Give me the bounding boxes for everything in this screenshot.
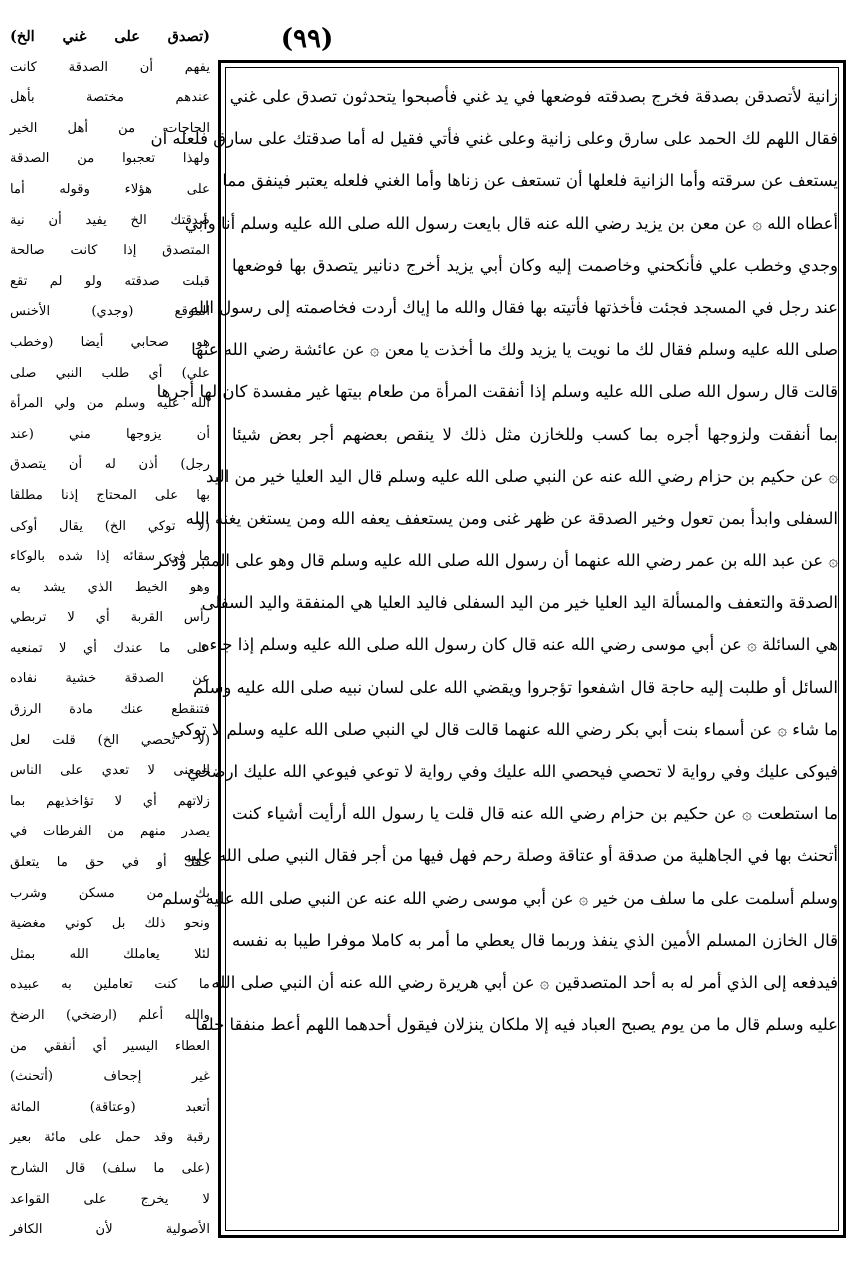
margin-commentary-line: صدقتك الخ يفيد أن نية	[10, 212, 210, 228]
main-text-line: ۞ عن حكيم بن حزام رضي الله عنه عن النبي صلى الله عليه وسلم قال اليد العليا خير من اليد	[206, 466, 838, 486]
margin-commentary-line: بك من مسكن وشرب	[10, 885, 210, 901]
margin-commentary-line: الأصولية لأن الكافر	[10, 1222, 210, 1238]
main-text-line: ما شاء ۞ عن أسماء بنت أبي بكر رضي الله عنهما قالت قال لي النبي صلى الله عليه وسلم لا توكي	[171, 719, 838, 739]
main-text-line: السائل أو طلبت إليه حاجة قال اشفعوا تؤجروا ويقضي الله على لسان نبيه صلى الله عليه وسلم	[193, 677, 838, 697]
main-text-line: قال الخازن المسلم الأمين الذي ينفذ وربما قال يعطي ما أمر به كاملا موفرا طيبا به نفسه	[232, 930, 838, 950]
margin-commentary-line: رجل) أذن له أن يتصدق	[10, 457, 210, 473]
main-text-line: بما أنفقت ولزوجها أجره بما كسب وللخازن مثل ذلك لا ينقص بعضهم أجر بعض شيئا	[232, 424, 838, 444]
margin-commentary-line: الله عليه وسلم من ولي المرأة	[10, 396, 210, 412]
margin-commentary-line: قبلت صدقته ولو لم تقع	[10, 273, 210, 289]
main-text-line: وسلم أسلمت على ما سلف من خير ۞ عن أبي موسى رضي الله عنه عن النبي صلى الله عليه وسلم	[162, 888, 838, 908]
margin-commentary-line: وهو الخيط الذي يشد به	[10, 579, 210, 595]
main-text-line: يستعف عن سرقته وأما الزانية فلعلها أن تستعف عن زناها وأما الغني فلعله يعتبر فينفق مما	[222, 171, 838, 191]
margin-commentary-line: علي) أي طلب النبي صلى	[10, 365, 210, 381]
margin-commentary-line: ولهذا تعجبوا من الصدقة	[10, 151, 210, 167]
margin-commentary-line: هو صحابي أيضا (وخطب	[10, 334, 210, 350]
margin-commentary-line: أن يزوجها مني (عند	[10, 426, 210, 442]
main-text-line: فيدفعه إلى الذي أمر له به أحد المتصدقين ۞ عن أبي هريرة رضي الله عنه أن النبي صلى الله	[211, 972, 838, 992]
margin-commentary-line: المعنى لا تعدي على الناس	[10, 763, 210, 779]
main-text-line: فيوكى عليك وفي رواية لا تحصي فيحصي الله عليك وفي رواية لا توعي فيوعي الله عليك ارضخي	[187, 762, 838, 781]
main-text-line: الصدقة والتعفف والمسألة اليد العليا خير من اليد السفلى فاليد العليا هي المنفقة واليد السفلى	[201, 593, 838, 613]
main-text-line: أعطاه الله ۞ عن معن بن يزيد رضي الله عنه قال بايعت رسول الله صلى الله عليه وسلم أنا وأبي	[184, 213, 838, 233]
margin-commentary	[10, 22, 210, 1247]
margin-commentary-line: ونحو ذلك بل كوني مغضية	[10, 916, 210, 932]
margin-commentary-line: يفهم أن الصدقة كانت	[10, 59, 210, 75]
main-text-line: صلى الله عليه وسلم فقال لك ما نويت يا يزيد ولك ما أخذت يا معن ۞ عن عائشة رضي الله عنها	[191, 340, 838, 360]
margin-commentary-line: لا يخرج على القواعد	[10, 1191, 210, 1207]
margin-commentary-line: ما في سقائه إذا شده بالوكاء	[10, 549, 210, 565]
page-number: (٩٩)	[280, 24, 334, 54]
main-text-line: ۞ عن عبد الله بن عمر رضي الله عنهما أن رسول الله صلى الله عليه وسلم قال وهو على المنبر وذكر	[154, 551, 838, 571]
margin-commentary-line: يصدر منهم من الفرطات في	[10, 824, 210, 840]
margin-commentary-line: (لا تحصي الخ) قلت لعل	[10, 732, 210, 748]
margin-commentary-line: فتنقطع عنك مادة الرزق	[10, 702, 210, 718]
margin-commentary-line: زلاتهم أي لا تؤاخذيهم بما	[10, 793, 210, 809]
main-text-line: السفلى وابدأ بمن تعول وخير الصدقة عن ظهر غنى ومن يستعفف يعفه الله ومن يستغن يغنه الله	[185, 508, 838, 528]
main-text-line: ما استطعت ۞ عن حكيم بن حزام رضي الله عنه قال قلت يا رسول الله أرأيت أشياء كنت	[232, 804, 838, 824]
main-text-line: أتحنث بها في الجاهلية من صدقة أو عتاقة وصلة رحم فهل فيها من أجر فقال النبي صلى الله عليه	[183, 846, 838, 866]
margin-commentary-line: بها على المحتاج إذنا مطلقا	[10, 487, 210, 503]
margin-commentary-line: ما كنت تعاملين به عبيده	[10, 977, 210, 993]
main-text-line: فقال اللهم لك الحمد على سارق وعلى زانية وعلى غني فأتي فقيل له أما صدقتك على سارق فلعله أن	[150, 129, 838, 149]
margin-commentary-line: حقك أو في حق ما يتعلق	[10, 855, 210, 871]
main-text-line: عليه وسلم قال ما من يوم يصبح العباد فيه إلا ملكان ينزلان فيقول أحدهما اللهم أعط منفقا خلفا	[195, 1015, 838, 1035]
margin-commentary-line: غير إجحاف (أتحنث)	[10, 1069, 210, 1085]
margin-commentary-line: رأس القربة أي لا تربطي	[10, 610, 210, 626]
margin-commentary-line: على هؤلاء وقوله أما	[10, 181, 210, 197]
margin-commentary-line: عندهم مختصة بأهل	[10, 90, 210, 106]
margin-commentary-line: الحاجات من أهل الخير	[10, 120, 210, 136]
margin-commentary-line: لئلا يعاملك الله بمثل	[10, 946, 210, 962]
margin-commentary-line: عن الصدقة خشية نفاده	[10, 671, 210, 687]
main-text-line: وجدي وخطب علي فأنكحني وخاصمت إليه وكان أبي يزيد أخرج دنانير يتصدق بها فوضعها	[232, 255, 838, 275]
main-text-line: عند رجل في المسجد فجئت فأخذتها فأتيته بها فقال والله ما إياك أردت فخاصمته إلى رسول الله	[190, 297, 838, 317]
main-text-line: قالت قال رسول الله صلى الله عليه وسلم إذا أنفقت المرأة من طعام بيتها غير مفسدة كان لها أجرها	[156, 382, 838, 402]
margin-commentary-line: (على ما سلف) قال الشارح	[10, 1160, 210, 1176]
main-text-line: زانية لأتصدقن بصدقة فخرج بصدقته فوضعها في يد غني فأصبحوا يتحدثون تصدق على غني	[229, 87, 838, 106]
margin-commentary-line: والله أعلم (ارضخي) الرضخ	[10, 1008, 210, 1023]
main-hadith-text	[150, 76, 838, 1216]
margin-heading: (تصدق على غني الخ)	[10, 28, 210, 45]
margin-commentary-line: (لا توكي الخ) يقال أوكى	[10, 518, 210, 534]
main-text-line: هي السائلة ۞ عن أبي موسى رضي الله عنه قال كان رسول الله صلى الله عليه وسلم إذا جاءه	[200, 635, 838, 655]
margin-commentary-line: العطاء اليسير أي أنفقي من	[10, 1038, 210, 1054]
margin-commentary-line: أتعبد (وعتاقة) المائة	[10, 1099, 210, 1115]
margin-commentary-line: الموقع (وجدي) الأخنس	[10, 304, 210, 320]
margin-commentary-line: رقبة وقد حمل على مائة بعير	[10, 1130, 210, 1146]
margin-commentary-line: المتصدق إذا كانت صالحة	[10, 243, 210, 259]
margin-commentary-line: على ما عندك أي لا تمنعيه	[10, 640, 210, 656]
